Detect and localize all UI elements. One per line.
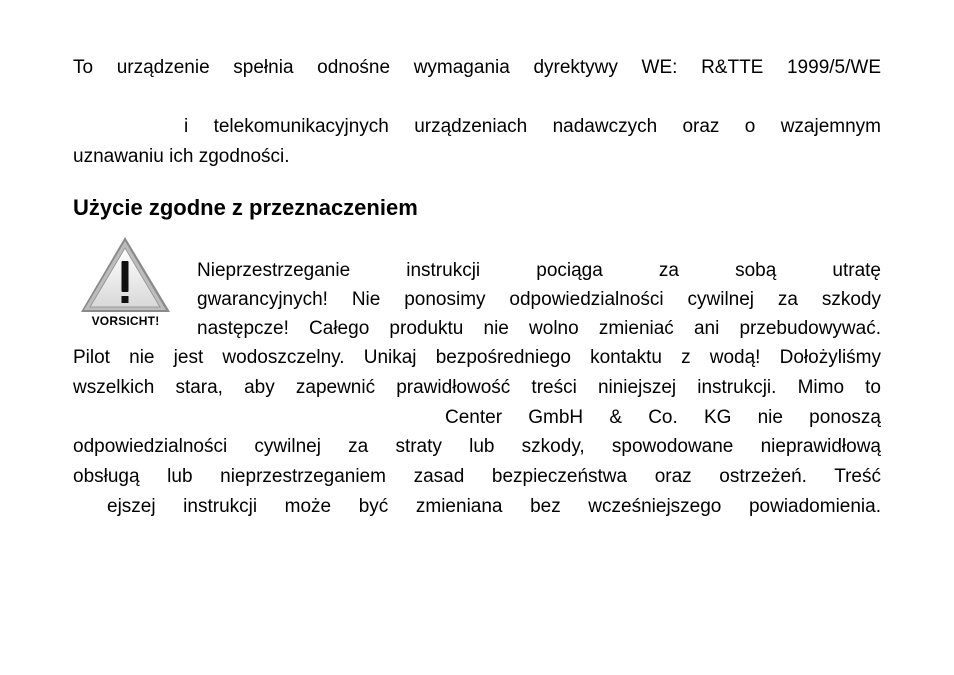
warning-label: VORSICHT! bbox=[91, 314, 160, 328]
paragraph2-line: Pilot nie jest wodoszczelny. Unikaj bezpośredniego kontaktu z wodą! Dołożyliśmy bbox=[73, 347, 881, 368]
warning-badge bbox=[78, 234, 173, 334]
paragraph2-line: odpowiedzialności cywilnej za straty lub szkody, spowodowane nieprawidłową bbox=[73, 436, 881, 457]
paragraph1-line3: uznawaniu ich zgodności. bbox=[73, 146, 290, 167]
paragraph1-line2: i telekomunikacyjnych urządzeniach nadawczych oraz o wzajemnym bbox=[184, 116, 881, 137]
paragraph2-line: Nieprzestrzeganie instrukcji pociąga za sobą utratę bbox=[197, 260, 881, 281]
paragraph2-line: ejszej instrukcji może być zmieniana bez wcześniejszego powiadomienia. bbox=[107, 496, 881, 517]
section-heading: Użycie zgodne z przeznaczeniem bbox=[73, 195, 418, 220]
paragraph1-line1: To urządzenie spełnia odnośne wymagania dyrektywy WE: R&TTE 1999/5/WE bbox=[73, 57, 881, 78]
paragraph2-line: gwarancyjnych! Nie ponosimy odpowiedzialności cywilnej za szkody bbox=[197, 289, 881, 310]
paragraph2-line: Center GmbH & Co. KG nie ponoszą bbox=[445, 407, 881, 428]
warning-triangle-icon bbox=[78, 234, 173, 314]
paragraph2-line: obsługą lub nieprzestrzeganiem zasad bezpieczeństwa oraz ostrzeżeń. Treść bbox=[73, 466, 881, 487]
paragraph2-line: następcze! Całego produktu nie wolno zmieniać ani przebudowywać. bbox=[197, 318, 881, 339]
paragraph2-line: wszelkich stara, aby zapewnić prawidłowość treści niniejszej instrukcji. Mimo to bbox=[73, 377, 881, 398]
